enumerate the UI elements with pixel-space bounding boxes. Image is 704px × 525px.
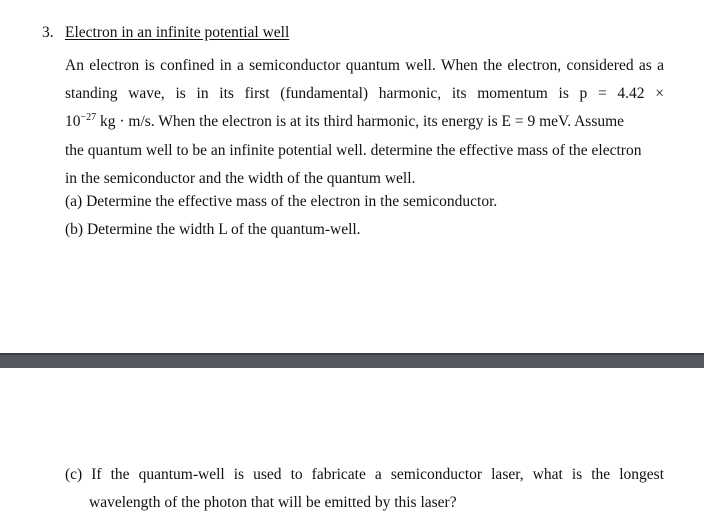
question-title: Electron in an infinite potential well	[65, 24, 290, 41]
part-b: (b) Determine the width L of the quantum-well.	[65, 221, 361, 238]
statement-line-2: standing wave, is in its first (fundamental) harmonic, its momentum is p = 4.42 ×	[65, 85, 664, 103]
statement-line-3-rest: kg · m/s. When the electron is at its third harmonic, its energy is E = 9 meV. Assume	[96, 113, 625, 131]
page-separator	[0, 353, 704, 368]
problem-statement	[65, 52, 664, 193]
part-c	[65, 461, 664, 517]
statement-line-1: An electron is confined in a semiconductor quantum well. When the electron, considered as a	[65, 57, 664, 74]
statement-line-5: in the semiconductor and the width of the quantum well.	[65, 169, 416, 187]
part-a: (a) Determine the effective mass of the electron in the semiconductor.	[65, 193, 498, 210]
statement-line-3	[65, 108, 664, 136]
exponent-base: 10	[65, 113, 81, 131]
part-c-line-1: (c) If the quantum-well is used to fabricate a semiconductor laser, what is the longest	[65, 466, 664, 483]
statement-line-4: the quantum well to be an infinite potential well. determine the effective mass of the electron	[65, 141, 642, 159]
part-c-line-2: wavelength of the photon that will be emitted by this laser?	[89, 494, 457, 512]
question-number: 3.	[42, 24, 54, 41]
exponent: −27	[80, 112, 97, 124]
